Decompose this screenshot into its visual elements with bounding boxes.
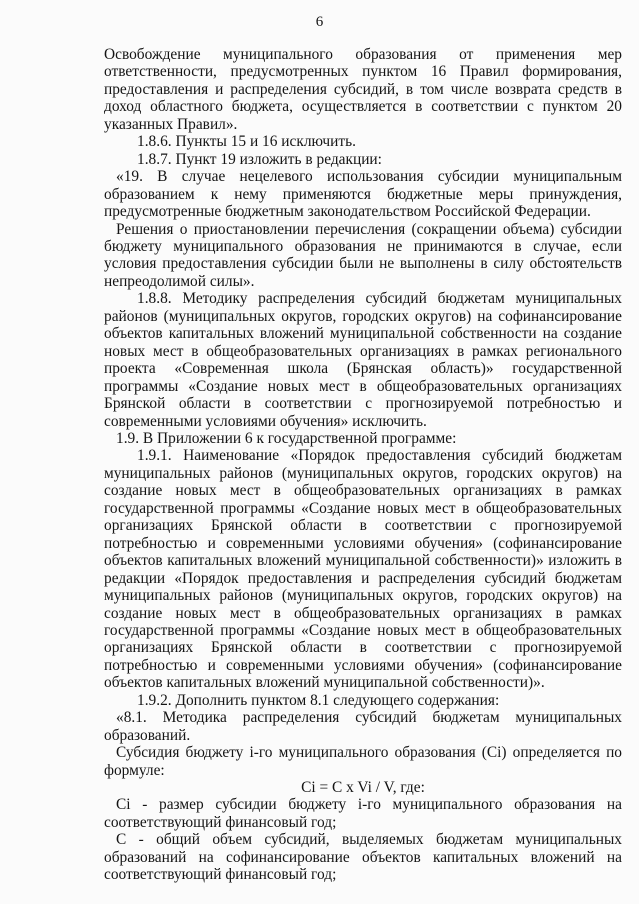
document-body <box>104 46 622 884</box>
paragraph-suspension-decisions: Решения о приостановлении перечисления (сокращении объема) субсидии бюджету муниципального образования не принимаются в случае, если условия предоставления субсидии были не выполнены в силу обстоятельств непреодолимой силы». <box>104 220 622 290</box>
paragraph-1-9-2: 1.9.2. Дополнить пунктом 8.1 следующего содержания: <box>137 691 500 709</box>
paragraph-item-19: «19. В случае нецелевого использования субсидии муниципальным образованием к нему применяются бюджетные меры принуждения, предусмотренные бюджетным законодательством Российской Федерации. <box>104 168 622 221</box>
paragraph-subsidy-definition: Субсидия бюджету i-го муниципального образования (Ci) определяется по формуле: <box>104 744 622 779</box>
paragraph-c-definition: C - общий объем субсидий, выделяемых бюджетам муниципальных образований на софинансирование объектов капитальных вложений на соответствующий финансовый год; <box>104 831 622 884</box>
paragraph-ci-definition: Ci - размер субсидии бюджету i-го муниципального образования на соответствующий финансовый год; <box>104 796 622 831</box>
paragraph-1-8-8: 1.8.8. Методику распределения субсидий бюджетам муниципальных районов (муниципальных округов, городских округов) на софинансирование объектов капитальных вложений муниципальной собственности на создание новых мест в общеобразовательных организациях в рамках регионального проекта «Современная школа (Брянская область)» государственной программы «Создание новых мест в общеобразовательных организациях Брянской области в соответствии с прогнозируемой потребностью и современными условиями обучения» исключить. <box>104 290 622 430</box>
paragraph-1-8-6: 1.8.6. Пункты 15 и 16 исключить. <box>137 133 356 151</box>
paragraph-exemption: Освобождение муниципального образования от применения мер ответственности, предусмотренных пунктом 16 Правил формирования, предоставления и распределения субсидий, в том числе возврата средств в доход областного бюджета, осуществляется в соответствии с пунктом 20 указанных Правил». <box>104 46 622 133</box>
paragraph-1-9: 1.9. В Приложении 6 к государственной программе: <box>116 429 457 447</box>
page-number: 6 <box>315 14 324 30</box>
formula: Ci = C x Vi / V, где: <box>301 779 425 797</box>
paragraph-item-8-1: «8.1. Методика распределения субсидий бюджетам муниципальных образований. <box>104 709 622 744</box>
paragraph-1-9-1: 1.9.1. Наименование «Порядок предоставления субсидий бюджетам муниципальных районов (муниципальных округов, городских округов) на создание новых мест в общеобразовательных организациях в рамках государственной программы «Создание новых мест в общеобразовательных организациях Брянской области в соответствии с прогнозируемой потребностью и современными условиями обучения» (софинансирование объектов капитальных вложений муниципальной собственности)» изложить в редакции «Порядок предоставления и распределения субсидий бюджетам муниципальных районов (муниципальных округов, городских округов) на создание новых мест в общеобразовательных организациях в рамках государственной программы «Создание новых мест в общеобразовательных организациях Брянской области в соответствии с прогнозируемой потребностью и современными условиями обучения» (софинансирование объектов капитальных вложений муниципальной собственности)». <box>104 447 622 692</box>
paragraph-1-8-7: 1.8.7. Пункт 19 изложить в редакции: <box>137 150 382 168</box>
